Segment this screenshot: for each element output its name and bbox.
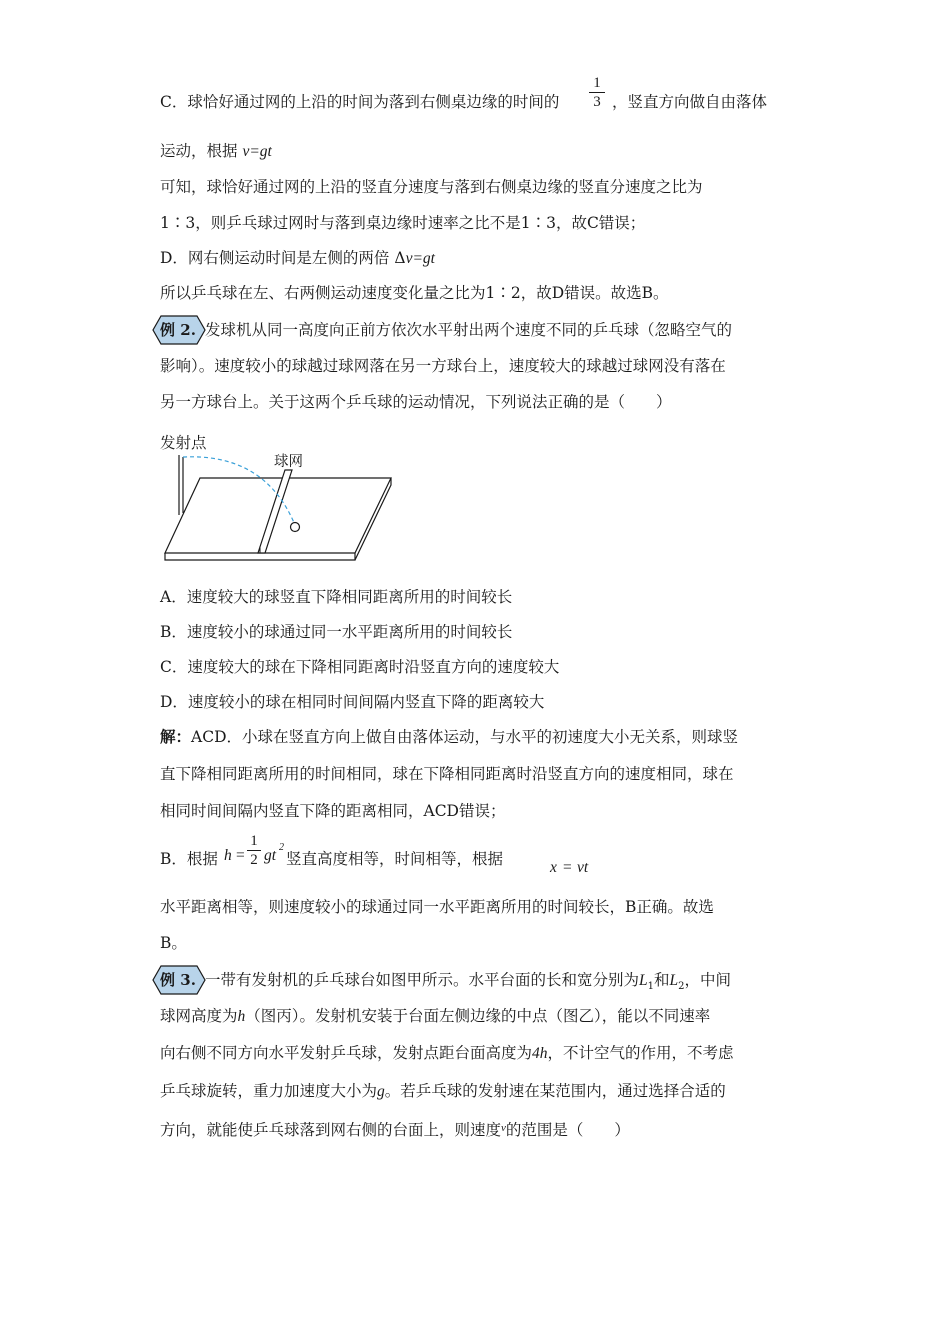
symbol-L1: L xyxy=(639,972,648,989)
formula-x: x xyxy=(550,859,557,876)
formula-v-gt: v=gt xyxy=(242,143,272,160)
example-2-badge xyxy=(152,315,208,345)
text: 一带有发射机的乒乓球台如图甲所示。水平台面的长和宽分别为 xyxy=(205,971,640,989)
symbol-h: h xyxy=(237,1008,246,1025)
text: 方向，就能使乒乓球落到网右侧的台面上，则速度 xyxy=(160,1121,502,1139)
option-c-text-line4: 1∶3，则乒乓球过网时与落到桌边缘时速率之比不是1∶3，故C错误； xyxy=(160,214,646,232)
text: ，不计空气的作用，不考虑 xyxy=(547,1044,734,1062)
example-2-line3: 另一方球台上。关于这两个乒乓球的运动情况，下列说法正确的是（ ） xyxy=(160,393,672,411)
option-c-text-line2 xyxy=(160,140,272,163)
solution-line4-start: B．根据 xyxy=(160,850,218,868)
formula-equals-2: = xyxy=(563,859,572,876)
symbol-v: v xyxy=(501,1122,506,1134)
option-a: A．速度较大的球竖直下降相同距离所用的时间较长 xyxy=(160,588,513,606)
solution-line2: 直下降相同距离所用的时间相同，球在下降相同距离时沿竖直方向的速度相同，球在 xyxy=(160,765,734,783)
ball xyxy=(291,523,300,532)
formula-gt: gt xyxy=(264,847,277,864)
text: （图丙）。发射机安装于台面左侧边缘的中点（图乙），能以不同速率 xyxy=(245,1007,711,1025)
example-3-badge xyxy=(152,965,208,995)
subscript: 2 xyxy=(678,981,685,993)
text: D．网右侧运动时间是左侧的两倍 Δ xyxy=(160,249,406,267)
example-2-line1: 发球机从同一高度向正前方依次水平射出两个速度不同的乒乓球（忽略空气的 xyxy=(205,321,733,339)
solution-line4-middle: 竖直高度相等，时间相等，根据 xyxy=(286,850,504,868)
text: 球网高度为 xyxy=(160,1007,238,1025)
text: 乒乓球旋转，重力加速度大小为 xyxy=(160,1082,378,1100)
figure-launch-label: 发射点 xyxy=(160,434,207,452)
option-c-text-line3: 可知，球恰好通过网的上沿的竖直分速度与落到右侧桌边缘的竖直分速度之比为 xyxy=(160,178,703,196)
text: ACD．小球在竖直方向上做自由落体运动，与水平的初速度大小无关系，则球竖 xyxy=(191,728,738,746)
fraction-denominator: 2 xyxy=(250,852,258,868)
solution-line1 xyxy=(160,726,738,748)
example-3-line5 xyxy=(160,1117,630,1141)
option-b: B．速度较小的球通过同一水平距离所用的时间较长 xyxy=(160,623,513,641)
ping-pong-table-figure xyxy=(155,445,400,570)
solution-label: 解： xyxy=(160,727,192,746)
text: C．球恰好通过网的上沿的时间为落到右侧桌边缘的时间的 xyxy=(160,93,560,111)
text: ，中间 xyxy=(684,971,732,989)
subscript: 1 xyxy=(647,981,655,993)
text: 的范围是（ ） xyxy=(505,1121,630,1139)
formula-exponent: 2 xyxy=(279,842,284,853)
text: 向右侧不同方向水平发射乒乓球，发射点距台面高度为 xyxy=(160,1044,533,1062)
formula-delta-v: v=gt xyxy=(405,250,435,267)
text: 运动，根据 xyxy=(160,142,243,160)
fraction-one-half xyxy=(247,833,261,869)
fraction-one-third xyxy=(589,75,605,111)
fraction-denominator: 3 xyxy=(593,94,601,110)
figure-net-label: 球网 xyxy=(274,454,303,470)
symbol-4h: 4h xyxy=(532,1045,548,1062)
example-3-line3 xyxy=(160,1042,734,1065)
option-c-text-line1-tail xyxy=(612,91,767,113)
fraction-numerator: 1 xyxy=(250,833,258,849)
symbol-g: g xyxy=(377,1083,385,1100)
table-front-edge xyxy=(165,553,355,560)
option-d: D．速度较小的球在相同时间间隔内竖直下降的距离较大 xyxy=(160,693,545,711)
option-c: C．速度较大的球在下降相同距离时沿竖直方向的速度较大 xyxy=(160,658,560,676)
solution-line3: 相同时间间隔内竖直下降的距离相同，ACD错误； xyxy=(160,802,506,820)
text: 。若乒乓球的发射速在某范围内，通过选择合适的 xyxy=(384,1082,726,1100)
formula-equals: = xyxy=(236,847,245,864)
example-3-line2 xyxy=(160,1005,710,1028)
option-c-text-line1 xyxy=(160,91,559,113)
example-3-line1 xyxy=(205,969,731,998)
option-d-text-line2: 所以乒乓球在左、右两侧运动速度变化量之比为1∶2，故D错误。故选B。 xyxy=(160,284,669,302)
badge-label: 例 2. xyxy=(160,321,196,339)
symbol-L2: L xyxy=(669,972,679,989)
fraction-numerator: 1 xyxy=(593,75,601,91)
table-top xyxy=(165,478,391,553)
badge-label: 例 3. xyxy=(160,971,196,989)
example-3-line4 xyxy=(160,1080,726,1103)
text: ，竖直方向做自由落体 xyxy=(612,93,768,111)
solution-line5: 水平距离相等，则速度较小的球通过同一水平距离所用的时间较长，B正确。故选 xyxy=(160,898,714,916)
net xyxy=(258,470,292,553)
text: 和 xyxy=(654,971,670,989)
solution-line6: B。 xyxy=(160,934,187,952)
option-d-text-line1 xyxy=(160,247,435,270)
formula-vt: vt xyxy=(577,859,589,876)
example-2-line2: 影响）。速度较小的球越过球网落在另一方球台上，速度较大的球越过球网没有落在 xyxy=(160,357,726,375)
formula-h: h xyxy=(224,847,232,864)
